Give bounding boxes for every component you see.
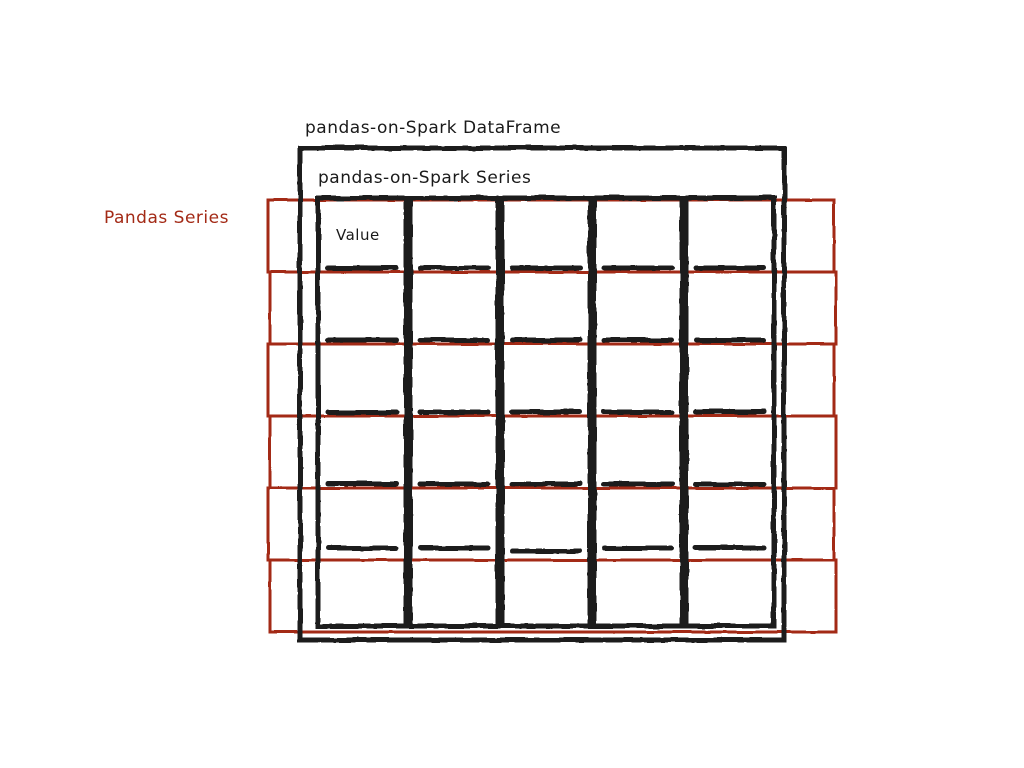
- pandas-series-row-2: [270, 272, 836, 344]
- pandas-series-row-4: [270, 416, 836, 488]
- pandas-series-label: Pandas Series: [104, 208, 229, 228]
- cell-value-label: Value: [336, 226, 380, 244]
- cell-separators: [328, 268, 764, 551]
- pandas-series-row-boxes: [268, 200, 836, 632]
- pandas-series-row-3: [268, 344, 834, 416]
- dataframe-outer-box: [300, 148, 784, 640]
- pandas-series-row-6: [270, 560, 836, 632]
- dataframe-title-label: pandas-on-Spark DataFrame: [305, 118, 562, 138]
- spark-series-title-label: pandas-on-Spark Series: [318, 168, 532, 188]
